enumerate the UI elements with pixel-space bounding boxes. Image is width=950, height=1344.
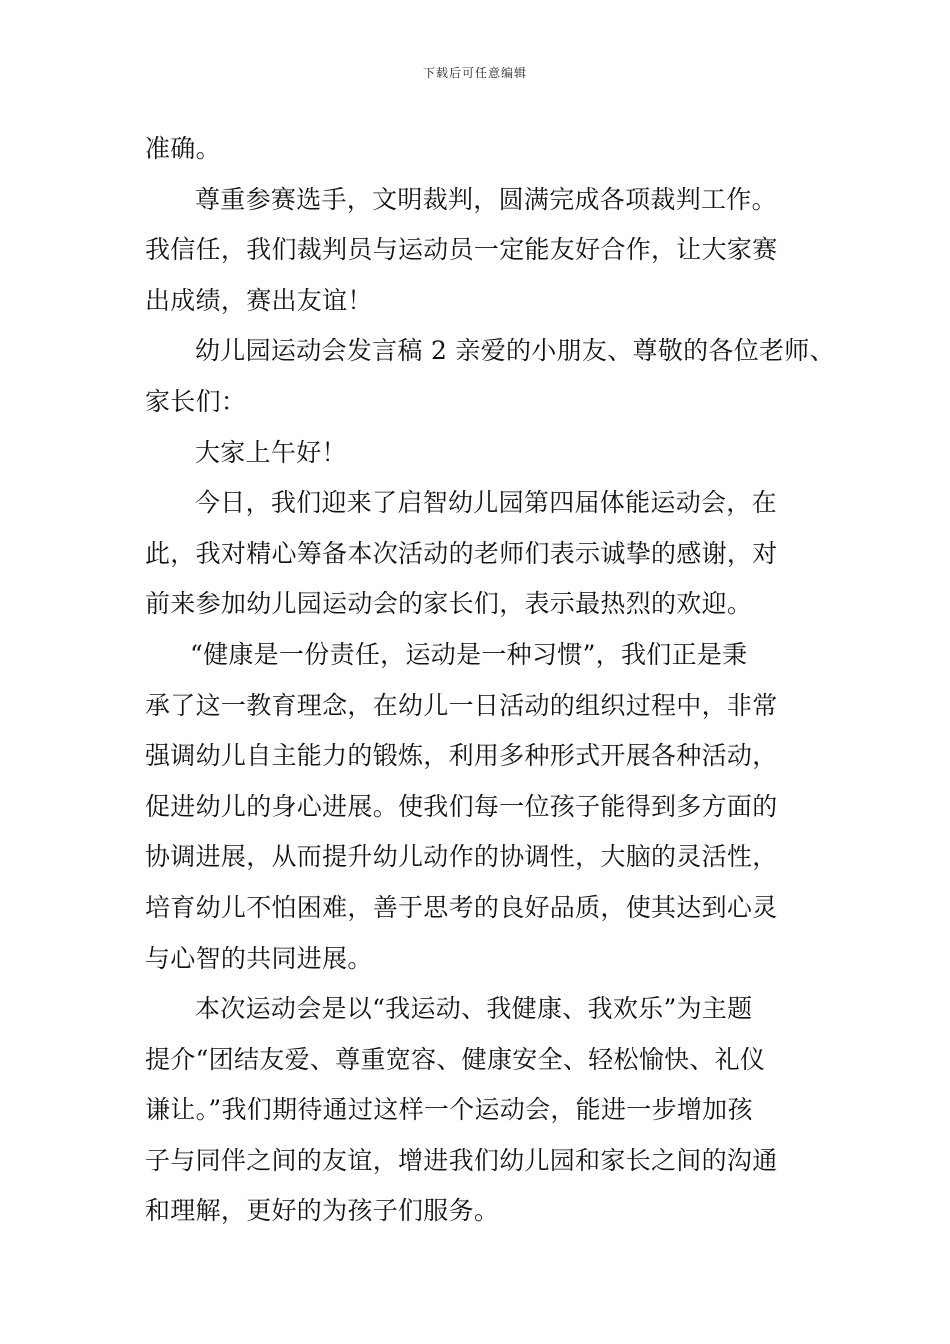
text-line: 强调幼儿自主能力的锻炼，利用多种形式开展各种活动， xyxy=(145,741,778,771)
text-line: 提介“团结友爱、尊重宽容、健康安全、轻松愉快、礼仪 xyxy=(145,1044,766,1074)
text-line: 和理解，更好的为孩子们服务。 xyxy=(145,1196,500,1226)
text-line: “健康是一份责任，运动是一种习惯”，我们正是秉 xyxy=(190,639,748,669)
text-line: 我信任，我们裁判员与运动员一定能友好合作，让大家赛 xyxy=(145,235,778,265)
text-line: 本次运动会是以“我运动、我健康、我欢乐”为主题 xyxy=(195,994,753,1024)
text-line: 出成绩，赛出友谊！ xyxy=(145,285,373,315)
document-body xyxy=(145,124,835,1237)
text-line: 子与同伴之间的友谊，增进我们幼儿园和家长之间的沟通 xyxy=(145,1145,778,1175)
text-line: 大家上午好！ xyxy=(195,437,347,467)
text-line: 与心智的共同进展。 xyxy=(145,943,373,973)
text-line: 协调进展，从而提升幼儿动作的协调性，大脑的灵活性， xyxy=(145,842,778,872)
text-line: 家长们： xyxy=(145,386,247,416)
text-line: 谦让。”我们期待通过这样一个运动会，能进一步增加孩 xyxy=(145,1095,753,1125)
text-line: 准确。 xyxy=(145,134,221,163)
text-line: 承了这一教育理念，在幼儿一日活动的组织过程中，非常 xyxy=(145,690,778,720)
text-line: 幼儿园运动会发言稿 2 亲爱的小朋友、尊敬的各位老师、 xyxy=(195,336,835,366)
page-header: 下载后可任意编辑 xyxy=(422,66,527,80)
text-line: 前来参加幼儿园运动会的家长们，表示最热烈的欢迎。 xyxy=(145,589,753,619)
text-line: 培育幼儿不怕困难，善于思考的良好品质，使其达到心灵 xyxy=(145,892,778,922)
text-line: 促进幼儿的身心进展。使我们每一位孩子能得到多方面的 xyxy=(145,791,778,821)
text-line: 此，我对精心筹备本次活动的老师们表示诚挚的感谢，对 xyxy=(145,538,778,568)
text-line: 今日，我们迎来了启智幼儿园第四届体能运动会，在 xyxy=(195,488,777,518)
text-line: 尊重参赛选手，文明裁判，圆满完成各项裁判工作。 xyxy=(195,184,777,214)
